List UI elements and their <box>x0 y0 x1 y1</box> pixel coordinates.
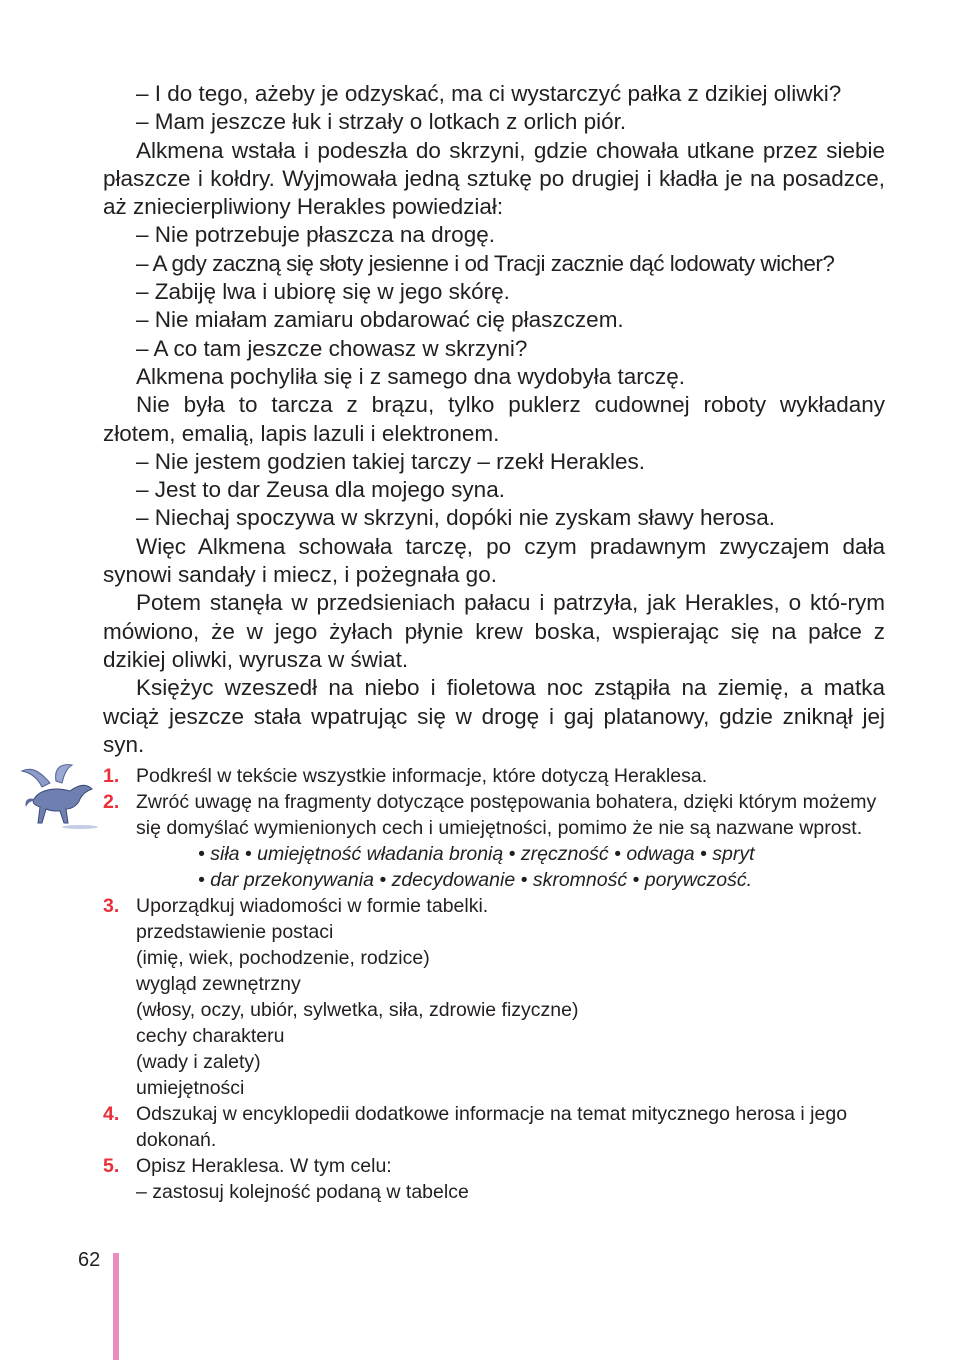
exercise-text: Odszukaj w encyklopedii dodatkowe informacje na temat mitycznego herosa i jego dokonań. <box>136 1103 848 1151</box>
story-paragraph: – Mam jeszcze łuk i strzały o lotkach z orlich piór. <box>136 109 627 135</box>
table-row-label: wygląd zewnętrzny <box>136 973 301 995</box>
story-paragraph: – Jest to dar Zeusa dla mojego syna. <box>136 477 505 503</box>
exercise-number: 2. <box>103 791 120 813</box>
story-paragraph: Nie była to tarcza z brązu, tylko puklerz cudownej roboty wykładany złotem, emalią, lapis lazuli i elektronem. <box>103 392 885 446</box>
exercise-number: 1. <box>103 765 120 787</box>
exercise-text: Opisz Heraklesa. W tym celu: <box>136 1155 392 1177</box>
story-paragraph: – Zabiję lwa i ubiorę się w jego skórę. <box>136 279 510 305</box>
story-text <box>103 80 885 759</box>
traits-list: • siła • umiejętność władania bronią • zręczność • odwaga • spryt <box>198 843 755 865</box>
exercise-subpoint: – zastosuj kolejność podaną w tabelce <box>136 1181 469 1203</box>
exercise-list <box>103 763 885 1205</box>
exercise-text: Zwróć uwagę na fragmenty dotyczące postępowania bohatera, dzięki którym możemy się domyślać wymienionych cech i umiejętności, pomimo że nie są nazwane wprost. <box>136 791 877 839</box>
pegasus-icon <box>20 763 102 831</box>
exercise-2 <box>103 789 885 893</box>
story-paragraph: – I do tego, ażeby je odzyskać, ma ci wystarczyć pałka z dzikiej oliwki? <box>136 81 842 106</box>
story-paragraph: – Nie potrzebuje płaszcza na drogę. <box>136 222 495 248</box>
exercise-number: 3. <box>103 895 120 917</box>
page-number: 62 <box>78 1249 101 1271</box>
table-row-label: cechy charakteru <box>136 1025 285 1047</box>
story-paragraph: – Niechaj spoczywa w skrzyni, dopóki nie zyskam sławy herosa. <box>136 505 775 531</box>
story-paragraph: Księżyc wzeszedł na niebo i fioletowa noc zstąpiła na ziemię, a matka wciąż jeszcze stała wpatrując się w drogę i gaj platanowy, gdzie zniknął jej syn. <box>103 675 885 757</box>
exercise-3 <box>103 893 885 1101</box>
page-margin-bar <box>113 1253 119 1360</box>
table-row-label: (wady i zalety) <box>136 1051 261 1073</box>
exercise-text: Uporządkuj wiadomości w formie tabelki. <box>136 895 489 917</box>
exercise-4 <box>103 1101 885 1153</box>
exercise-5 <box>103 1153 885 1205</box>
exercise-text: Podkreśl w tekście wszystkie informacje, które dotyczą Heraklesa. <box>136 765 708 787</box>
table-row-label: przedstawienie postaci <box>136 921 334 943</box>
story-paragraph: Alkmena wstała i podeszła do skrzyni, gdzie chowała utkane przez siebie płaszcze i kołdry. Wyjmowała jedną sztukę po drugiej i kładła je na posadzce, aż zniecierpliwiony Herakles powiedział: <box>103 137 885 220</box>
table-row-label: umiejętności <box>136 1077 245 1099</box>
story-paragraph: – Nie miałam zamiaru obdarować cię płaszczem. <box>136 307 624 333</box>
story-paragraph: – A co tam jeszcze chowasz w skrzyni? <box>136 335 528 361</box>
story-paragraph: Więc Alkmena schowała tarczę, po czym pradawnym zwyczajem dała synowi sandały i miecz, i pożegnała go. <box>103 533 885 588</box>
exercise-number: 5. <box>103 1155 120 1177</box>
traits-list: • dar przekonywania • zdecydowanie • skromność • porywczość. <box>198 869 753 891</box>
story-paragraph: – A gdy zaczną się słoty jesienne i od Tracji zacznie dąć lodowaty wicher? <box>136 250 835 276</box>
story-paragraph: Alkmena pochyliła się i z samego dna wydobyła tarczę. <box>136 363 686 389</box>
story-paragraph: Potem stanęła w przedsieniach pałacu i patrzyła, jak Herakles, o któ-rym mówiono, że w jego żyłach płynie krew boska, wspierając się na pałce z dzikiej oliwki, wyrusza w świat. <box>103 590 885 672</box>
exercise-1 <box>103 763 885 789</box>
exercise-number: 4. <box>103 1103 120 1125</box>
story-paragraph: – Nie jestem godzien takiej tarczy – rzekł Herakles. <box>136 448 645 474</box>
table-row-label: (włosy, oczy, ubiór, sylwetka, siła, zdrowie fizyczne) <box>136 999 579 1021</box>
table-row-label: (imię, wiek, pochodzenie, rodzice) <box>136 947 430 969</box>
